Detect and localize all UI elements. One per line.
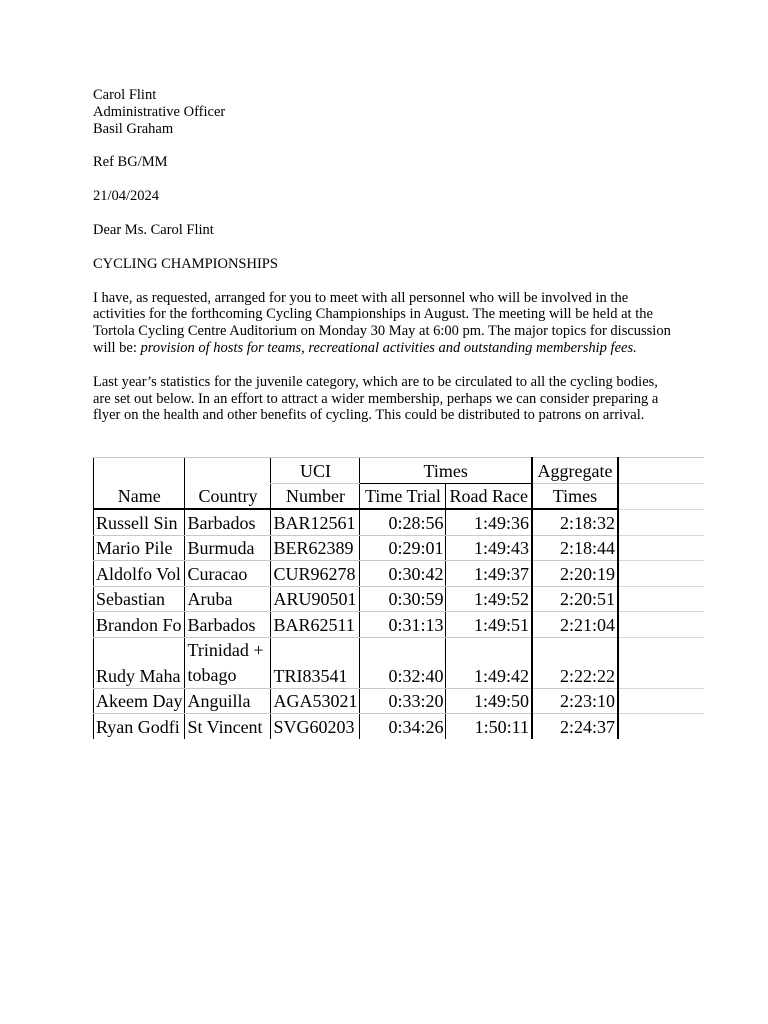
cell-aggregate: 2:23:10 bbox=[532, 688, 618, 714]
cell-country: Anguilla bbox=[185, 688, 271, 714]
cell-road-race: 1:49:43 bbox=[446, 535, 532, 561]
cell-time-trial: 0:33:20 bbox=[360, 688, 446, 714]
header-time-trial: Time Trial bbox=[360, 483, 446, 509]
cell-uci: AGA53021 bbox=[271, 688, 360, 714]
recipient-name: Carol Flint bbox=[93, 87, 157, 103]
cell-name: Akeem Day bbox=[94, 688, 185, 714]
cell-uci: BAR12561 bbox=[271, 509, 360, 535]
cell-name: Mario Pile bbox=[94, 535, 185, 561]
empty-cell bbox=[618, 535, 704, 561]
cell-aggregate: 2:21:04 bbox=[532, 612, 618, 638]
cell-country: Burmuda bbox=[185, 535, 271, 561]
header-aggregate-bottom: Times bbox=[532, 483, 618, 509]
cell-time-trial: 0:30:59 bbox=[360, 586, 446, 612]
stats-table-wrap bbox=[93, 457, 704, 739]
cell-time-trial: 0:34:26 bbox=[360, 714, 446, 739]
cell-time-trial: 0:30:42 bbox=[360, 561, 446, 587]
paragraph-2: Last year’s statistics for the juvenile category, which are to be circulated to all the cycling bodies, are set out below. In an effort to attract a wider membership, perhaps we can consider preparing a flyer on the health and other benefits of cycling. This could be distributed to patrons on arrival. bbox=[93, 373, 659, 424]
table-row bbox=[94, 535, 704, 561]
paragraph-1 bbox=[93, 290, 678, 357]
empty-cell bbox=[618, 561, 704, 587]
cell-road-race: 1:49:36 bbox=[446, 509, 532, 535]
cell-road-race: 1:49:50 bbox=[446, 688, 532, 714]
recipient-title: Administrative Officer bbox=[93, 103, 226, 120]
cell-name: Rudy Maha bbox=[94, 637, 185, 688]
letter-body bbox=[93, 87, 678, 424]
header-aggregate-top: Aggregate bbox=[532, 458, 618, 484]
empty-cell bbox=[618, 714, 704, 739]
table-row bbox=[94, 637, 704, 688]
empty-cell bbox=[618, 458, 704, 484]
cell-country-line-2: tobago bbox=[187, 664, 237, 685]
cell-country: Aruba bbox=[185, 586, 271, 612]
cell-country: St Vincent bbox=[185, 714, 271, 739]
cell-aggregate: 2:20:51 bbox=[532, 586, 618, 612]
empty-cell bbox=[618, 586, 704, 612]
cell-name: Ryan Godfi bbox=[94, 714, 185, 739]
cell-time-trial: 0:28:56 bbox=[360, 509, 446, 535]
header-name: Name bbox=[94, 458, 185, 510]
header-times: Times bbox=[360, 458, 532, 484]
cell-uci: ARU90501 bbox=[271, 586, 360, 612]
header-road-race: Road Race bbox=[446, 483, 532, 509]
table-row bbox=[94, 688, 704, 714]
cell-country: Curacao bbox=[185, 561, 271, 587]
cell-country: Barbados bbox=[185, 509, 271, 535]
header-uci-top: UCI bbox=[271, 458, 360, 484]
cell-uci: CUR96278 bbox=[271, 561, 360, 587]
cell-name: Russell Sin bbox=[94, 509, 185, 535]
salutation: Dear Ms. Carol Flint bbox=[93, 221, 214, 238]
cell-country bbox=[185, 637, 271, 688]
cell-uci: TRI83541 bbox=[271, 637, 360, 688]
reference: Ref BG/MM bbox=[93, 154, 168, 171]
cell-uci: SVG60203 bbox=[271, 714, 360, 739]
cell-name: Sebastian bbox=[94, 586, 185, 612]
cell-road-race: 1:49:52 bbox=[446, 586, 532, 612]
cell-road-race: 1:50:11 bbox=[446, 714, 532, 739]
cell-uci: BAR62511 bbox=[271, 612, 360, 638]
cell-aggregate: 2:18:44 bbox=[532, 535, 618, 561]
empty-cell bbox=[618, 509, 704, 535]
header-row-1 bbox=[94, 458, 704, 484]
paragraph-1-topics: provision of hosts for teams, recreational activities and outstanding membership fees. bbox=[140, 339, 637, 356]
cell-road-race: 1:49:51 bbox=[446, 612, 532, 638]
empty-cell bbox=[618, 637, 704, 688]
table-row bbox=[94, 714, 704, 739]
cell-aggregate: 2:22:22 bbox=[532, 637, 618, 688]
cell-country: Barbados bbox=[185, 612, 271, 638]
cell-uci: BER62389 bbox=[271, 535, 360, 561]
table-row bbox=[94, 586, 704, 612]
cell-aggregate: 2:18:32 bbox=[532, 509, 618, 535]
cell-time-trial: 0:29:01 bbox=[360, 535, 446, 561]
cell-road-race: 1:49:42 bbox=[446, 637, 532, 688]
cell-time-trial: 0:31:13 bbox=[360, 612, 446, 638]
cell-country-line-1: Trinidad + bbox=[187, 639, 264, 660]
cell-aggregate: 2:20:19 bbox=[532, 561, 618, 587]
sender-name: Basil Graham bbox=[93, 120, 174, 137]
cell-name: Aldolfo Vol bbox=[94, 561, 185, 587]
table-row bbox=[94, 561, 704, 587]
subject-line: CYCLING CHAMPIONSHIPS bbox=[93, 255, 278, 272]
table-row bbox=[94, 509, 704, 535]
empty-cell bbox=[618, 688, 704, 714]
cell-name: Brandon Fo bbox=[94, 612, 185, 638]
paragraph-1-text: I have, as requested, arranged for you to meet with all personnel who will be involved in the activities for the forthcoming Cycling Championships in August. The meeting will be held at the Tortola Cycling Centre Auditorium on Monday 30 May at 6:00 pm. The major topics for discussion will be: bbox=[93, 289, 671, 356]
table-row bbox=[94, 612, 704, 638]
empty-cell bbox=[618, 483, 704, 509]
stats-table bbox=[93, 457, 704, 739]
cell-aggregate: 2:24:37 bbox=[532, 714, 618, 739]
empty-cell bbox=[618, 612, 704, 638]
cell-time-trial: 0:32:40 bbox=[360, 637, 446, 688]
header-uci-bottom: Number bbox=[271, 483, 360, 509]
letter-date: 21/04/2024 bbox=[93, 188, 160, 205]
cell-road-race: 1:49:37 bbox=[446, 561, 532, 587]
header-country: Country bbox=[185, 458, 271, 510]
